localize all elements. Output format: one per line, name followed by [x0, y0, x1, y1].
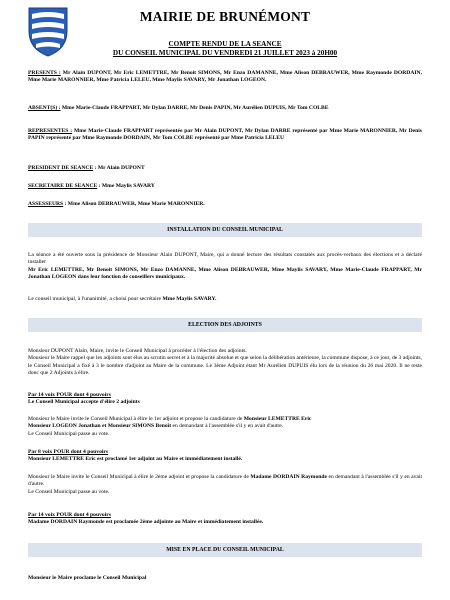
meeting-date-title: DU CONSEIL MUNICIPAL DU VENDREDI 21 JUILLET 2023 à 20H00	[112, 49, 338, 57]
assessors-label: ASSESSEURS	[28, 201, 64, 207]
secretary-label: SECRETAIRE DE SEANCE	[28, 183, 98, 189]
represented-label: REPRESENTES :	[28, 128, 73, 134]
vote-2-label: Par 8 voix POUR dont 4 pouvoirs	[28, 449, 109, 455]
first-adjoint-paragraph	[28, 416, 422, 438]
secretary-choice-name: Mme Maylis SAVARY.	[162, 296, 217, 302]
election-intro	[28, 348, 422, 377]
secretary-choice-text: Le conseil municipal, à l'unanimité, a choisi pour secrétaire	[28, 296, 162, 302]
president-line	[28, 165, 422, 172]
represented-text: Mme Marie-Claude FRAPPART représentée par Mr Alain DUPONT, Mr Dylan DARRE représenté par Mme Marie MARONNIER, Mr Denis PAPIN représenté par Mme Raymonde DORDAIN, Mr Tom COLBE représenté par Mme Patricia LELEU	[28, 128, 422, 142]
report-title: COMPTE RENDU DE LA SEANCE	[168, 40, 282, 48]
absent-label: ABSENT(S) :	[28, 105, 61, 111]
section-installation-header: INSTALLATION DU CONSEIL MUNICIPAL	[28, 223, 422, 237]
section-election-header: ELECTION DES ADJOINTS	[28, 318, 422, 332]
second-adjoint-paragraph	[28, 474, 422, 496]
vote-3	[28, 512, 422, 527]
setup-text: Monsieur le Maire proclame le Conseil Municipal	[28, 575, 147, 581]
vote-1-label: Par 14 voix POUR dont 4 pouvoirs	[28, 392, 111, 398]
secretary-line	[28, 183, 422, 190]
first-adjoint-others: Monsieur LOGEON Jonathan et Monsieur SIMONS Benoît	[28, 423, 172, 430]
vote-2	[28, 449, 422, 464]
vote-1	[28, 392, 422, 407]
president-label: PRESIDENT DE SEANCE	[28, 165, 94, 171]
election-invite: Monsieur DUPONT Alain, Maire, invite le Conseil Municipal à procéder à l'élection des adjoints.	[28, 348, 247, 354]
installation-paragraph	[28, 252, 422, 281]
vote-3-result: Madame DORDAIN Raymonde est proclamée 2ème adjointe au Maire et immédiatement installée.	[28, 519, 264, 526]
second-adjoint-invite: Monsieur le Maire invite le Conseil Municipal à élire le 2ème adjoint et propose la candidature de	[28, 474, 249, 480]
first-adjoint-invite: Monsieur le Maire invite le Conseil Municipal à élire le 1er adjoint et propose la candidature de	[28, 416, 243, 422]
setup-paragraph	[28, 575, 422, 582]
vote-2-result: Monsieur LEMETTRE Eric est proclamé 1er adjoint au Maire et immédiatement installé.	[28, 456, 243, 463]
second-adjoint-vote: Le Conseil Municipal passe au vote.	[28, 488, 110, 495]
first-adjoint-ask: en demandant à l'assemblée s'il y en avait d'autre.	[171, 423, 284, 430]
vote-1-result: Le Conseil Municipal accepte d'élire 2 adjoints	[28, 399, 140, 406]
assessors-text: : Mme Alison DEBRAUWER, Mme Marie MARONNIER.	[63, 201, 205, 207]
second-adjoint-candidate: Madame DORDAIN Raymonde	[250, 474, 327, 480]
section-setup-header: MISE EN PLACE DU CONSEIL MUNICIPAL	[28, 543, 422, 557]
present-members	[28, 70, 422, 85]
installation-text: La séance a été ouverte sous la présidence de Monsieur Alain DUPONT, Maire, qui a donné lecture des résultats constatés aux procès-verbaux des élections et a déclaré installer	[28, 252, 422, 266]
president-text: : Mr Alain DUPONT	[93, 165, 145, 171]
represented-members	[28, 128, 422, 143]
election-rules: Monsieur le Maire rappel que les adjoints sont élus au scrutin secret et à la majorité absolue et que selon la délibération antérieure, la commune dispose, à ce jour, de 3 adjoints, le Conseil Municipal a fixé à 3 le nombre d'adjoint au Maire de la commune. Le 3ème Adjoint étant Mr Aurélien DUPUIS élu lors de la réunion du 26 mai 2020. Il ne reste donc que 2 Adjoints à élire.	[28, 355, 422, 376]
absent-members	[28, 105, 422, 112]
vote-3-label: Par 14 voix POUR dont 4 pouvoirs	[28, 512, 111, 518]
secretary-choice-paragraph	[28, 296, 422, 303]
second-adjoint-ask: en demandant à l'assemblée s'il y en avait d'autre.	[28, 474, 422, 488]
present-label: PRESENTS :	[28, 70, 61, 76]
first-adjoint-vote: Le Conseil Municipal passe au vote.	[28, 430, 110, 437]
assessors-line	[28, 201, 422, 208]
installation-members: Mr Eric LEMETTRE, Mr Benoit SIMONS, Mr Enzo DAMANNE, Mme Alison DEBRAUWER, Mme Maylis SAVARY, Mme Marie-Claude FRAPPART, Mr Jonathan LOGEON dans leur fonction de conseillers municipaux.	[28, 266, 422, 280]
town-hall-title: MAIRIE DE BRUNÉMONT	[139, 9, 311, 24]
present-text: Mr Alain DUPONT, Mr Eric LEMETTRE, Mr Benoit SIMONS, Mr Enzo DAMANNE, Mme Alison DEBRAUWER, Mme Raymonde DORDAIN, Mme Marie MARONNIER, Mme Patricia LELEU, Mme Maylis SAVARY, Mr Jonathan LOGEON.	[28, 70, 422, 84]
secretary-text: : Mme Maylis SAVARY	[97, 183, 155, 189]
first-adjoint-candidate: Monsieur LEMETTRE Eric	[243, 416, 312, 422]
absent-text: Mme Marie-Claude FRAPPART, Mr Dylan DARRE, Mr Denis PAPIN, Mr Aurélien DUPUIS, Mr Tom COLBE	[60, 105, 329, 111]
